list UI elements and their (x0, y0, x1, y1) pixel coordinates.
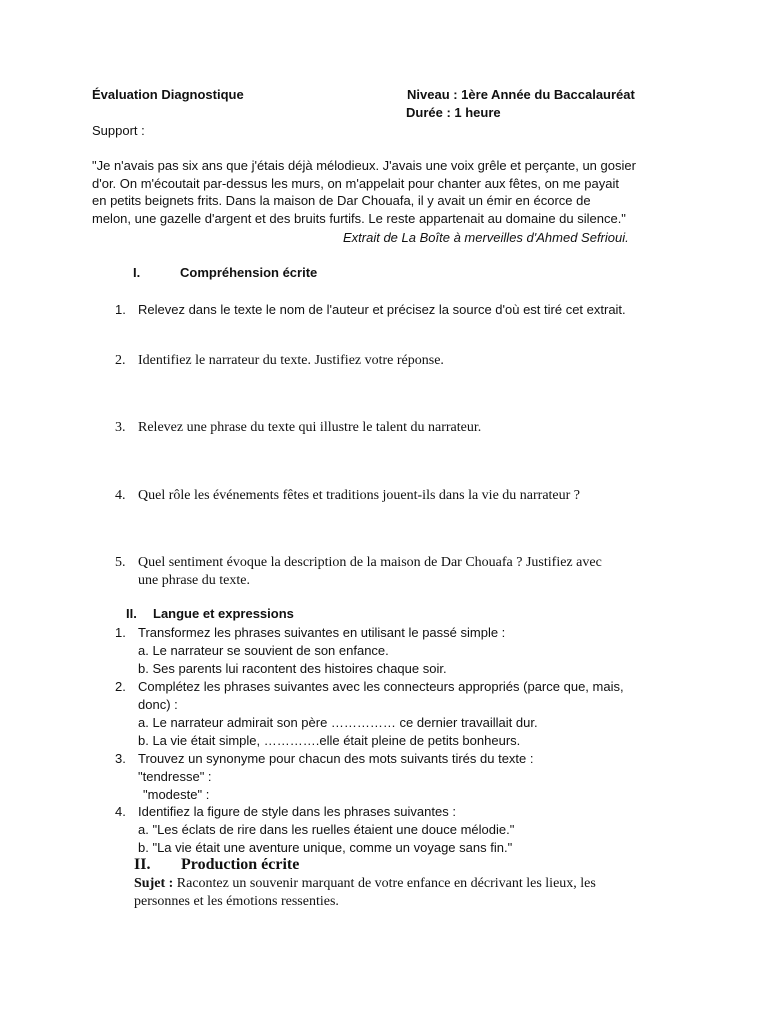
exercise-line: Complétez les phrases suivantes avec les connecteurs appropriés (parce que, mais, (138, 679, 624, 694)
question-number: 3. (115, 420, 126, 435)
question-number: 2. (115, 353, 126, 368)
exercise-4 (138, 803, 514, 857)
sujet-label: Sujet : (134, 876, 174, 891)
quote-line: "Je n'avais pas six ans que j'étais déjà mélodieux. J'avais une voix grêle et perçante, un gosier (92, 158, 636, 173)
quote-line: d'or. On m'écoutait par-dessus les murs, on m'appelait pour chanter aux fêtes, on me payait (92, 175, 619, 191)
exercise-number: 3. (115, 751, 126, 766)
question-number: 1. (115, 302, 126, 317)
writing-prompt (134, 875, 596, 910)
exercise-line: Transformez les phrases suivantes en utilisant le passé simple : (138, 625, 506, 640)
section3-numeral: II. (134, 856, 151, 873)
section2-numeral: II. (126, 606, 137, 621)
exercise-line: b. La vie était simple, ………….elle était pleine de petits bonheurs. (138, 733, 521, 748)
exercise-line: donc) : (138, 697, 178, 712)
exercise-line: a. "Les éclats de rire dans les ruelles étaient une douce mélodie." (138, 822, 515, 837)
exercise-line: "tendresse" : (138, 769, 212, 784)
exercise-line: a. Le narrateur se souvient de son enfance. (138, 643, 389, 658)
exercise-line: "modeste" : (143, 787, 210, 802)
quote-source: Extrait de La Boîte à merveilles d'Ahmed Sefrioui. (343, 230, 629, 245)
exercise-line: b. "La vie était une aventure unique, comme un voyage sans fin." (138, 840, 513, 855)
exercise-2 (138, 678, 624, 750)
level-label: Niveau : 1ère Année du Baccalauréat (407, 87, 635, 102)
exercise-line: a. Le narrateur admirait son père …………… ce dernier travaillait dur. (138, 715, 538, 730)
exercise-number: 1. (115, 625, 126, 640)
section1-title: Compréhension écrite (180, 265, 318, 280)
document-title: Évaluation Diagnostique (92, 87, 244, 102)
question-text: Identifiez le narrateur du texte. Justifiez votre réponse. (138, 353, 444, 368)
exercise-number: 4. (115, 804, 126, 819)
sujet-text: personnes et les émotions ressenties. (134, 893, 339, 909)
section3-title: Production écrite (181, 856, 300, 873)
question-text: Relevez une phrase du texte qui illustre le talent du narrateur. (138, 420, 482, 435)
question-text: Relevez dans le texte le nom de l'auteur et précisez la source d'où est tiré cet extrait. (138, 302, 626, 317)
support-quote (92, 157, 636, 227)
question-number: 5. (115, 555, 126, 570)
sujet-text: Racontez un souvenir marquant de votre enfance en décrivant les lieux, les (176, 876, 596, 891)
question-number: 4. (115, 488, 126, 503)
section2-title: Langue et expressions (153, 606, 294, 621)
exercise-line: Trouvez un synonyme pour chacun des mots suivants tirés du texte : (138, 751, 534, 766)
exercise-line: b. Ses parents lui racontent des histoires chaque soir. (138, 661, 447, 676)
quote-line: melon, une gazelle d'argent et des bruits furtifs. Le reste appartenait au domaine du silence." (92, 210, 626, 226)
exercise-1 (138, 624, 505, 678)
exercise-line: Identifiez la figure de style dans les phrases suivantes : (138, 804, 456, 819)
section1-numeral: I. (133, 265, 141, 280)
question-text: une phrase du texte. (138, 573, 250, 588)
duration-label: Durée : 1 heure (406, 105, 501, 120)
exercise-number: 2. (115, 679, 126, 694)
question-text: Quel sentiment évoque la description de la maison de Dar Chouafa ? Justifiez avec (138, 555, 602, 570)
exercise-3 (138, 750, 534, 804)
support-label: Support : (92, 123, 145, 138)
question-text: Quel rôle les événements fêtes et traditions jouent-ils dans la vie du narrateur ? (138, 488, 581, 503)
quote-line: en petits beignets frits. Dans la maison de Dar Chouafa, il y avait un émir en écorce de (92, 193, 591, 208)
